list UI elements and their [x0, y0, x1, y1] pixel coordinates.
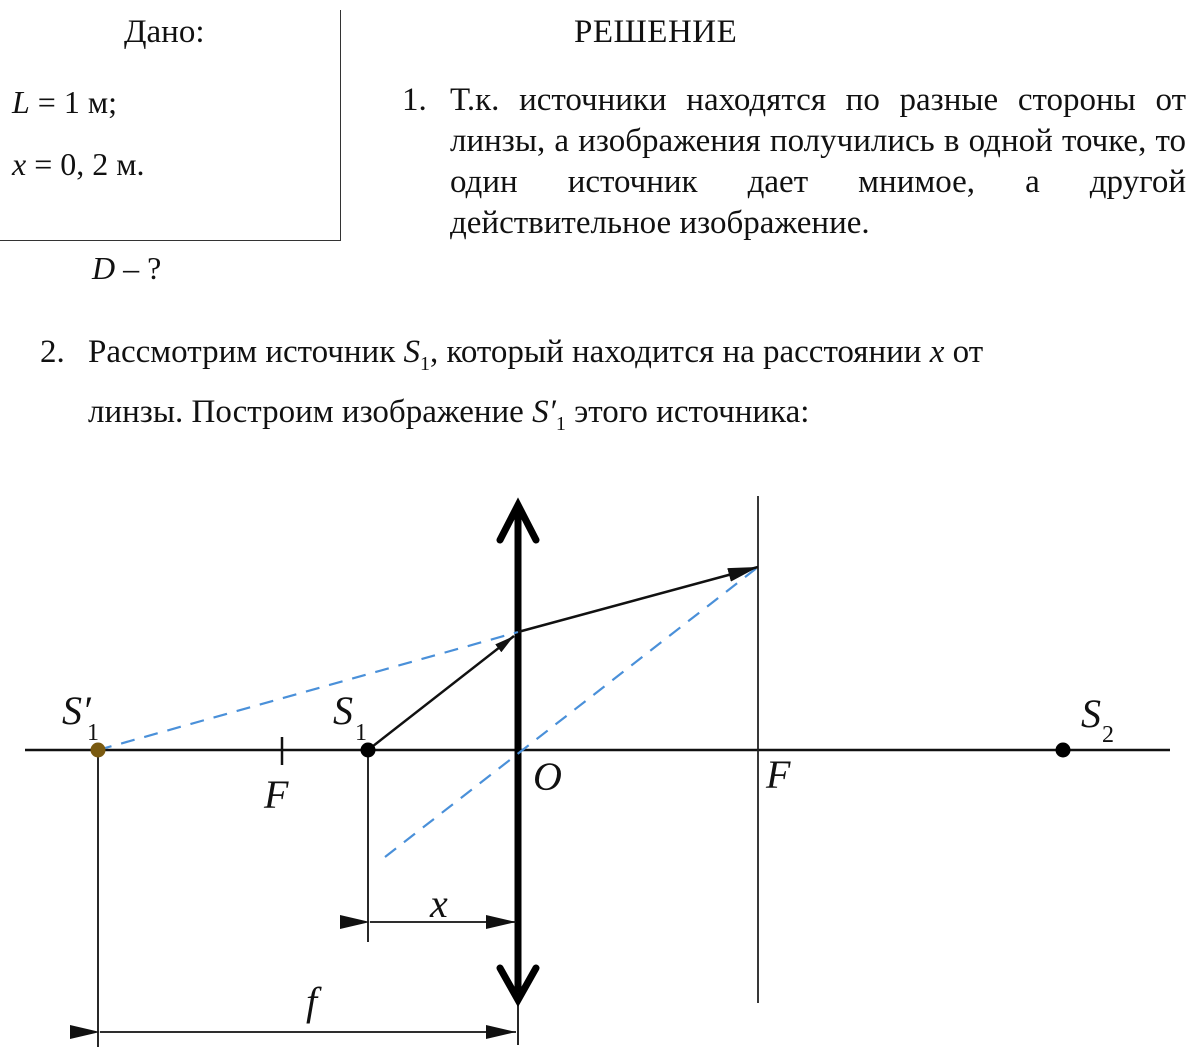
label-distance-f: f	[306, 979, 318, 1024]
incident-ray	[368, 636, 514, 750]
given-distance-value: = 0, 2 м.	[26, 146, 145, 182]
source-point-s2	[1056, 743, 1071, 758]
refracted-ray	[518, 567, 758, 632]
step-number: 2.	[40, 334, 65, 370]
step-text: Т.к. источники находятся по разные стороны от линзы, а изображения получились в одной точке, то один источник дает мнимое, а другой действительное изображение.	[450, 82, 1186, 241]
virtual-ray-extension	[98, 632, 518, 750]
label-s2: S	[1081, 691, 1101, 736]
label-focus-right: F	[766, 752, 791, 797]
symbol-x: x	[929, 334, 945, 370]
symbol-letter: S	[403, 334, 420, 370]
step-text-part: , который находится на расстоянии	[430, 334, 930, 370]
label-s2-sub: 2	[1102, 722, 1114, 748]
symbol-subscript: 1	[420, 353, 430, 375]
label-s1-sub: 1	[355, 720, 367, 746]
step-text-part: этого источника:	[565, 394, 810, 430]
step-text-part: Рассмотрим источник	[88, 334, 404, 370]
solution-title: РЕШЕНИЕ	[574, 14, 738, 50]
label-focus-left: F	[264, 772, 289, 817]
label-lens-center: O	[533, 754, 562, 799]
label-s1-prime: S′	[62, 688, 91, 733]
step-text-part: от	[944, 334, 984, 370]
given-length-value: = 1 м;	[29, 84, 117, 120]
given-length-symbol: L	[12, 84, 30, 120]
given-distance-symbol: x	[12, 146, 27, 182]
given-title: Дано:	[124, 14, 205, 50]
secondary-axis	[385, 567, 758, 857]
unknown-symbol: D	[92, 250, 116, 286]
step-number: 1.	[402, 82, 427, 118]
label-s1-prime-sub: 1	[87, 720, 99, 746]
symbol-subscript: 1	[555, 413, 566, 435]
label-distance-x: x	[430, 881, 448, 926]
symbol-letter: S′	[532, 394, 556, 430]
label-s1: S	[333, 688, 353, 733]
unknown-rest: – ?	[115, 250, 162, 286]
step-text-part: линзы. Построим изображение	[88, 394, 533, 430]
